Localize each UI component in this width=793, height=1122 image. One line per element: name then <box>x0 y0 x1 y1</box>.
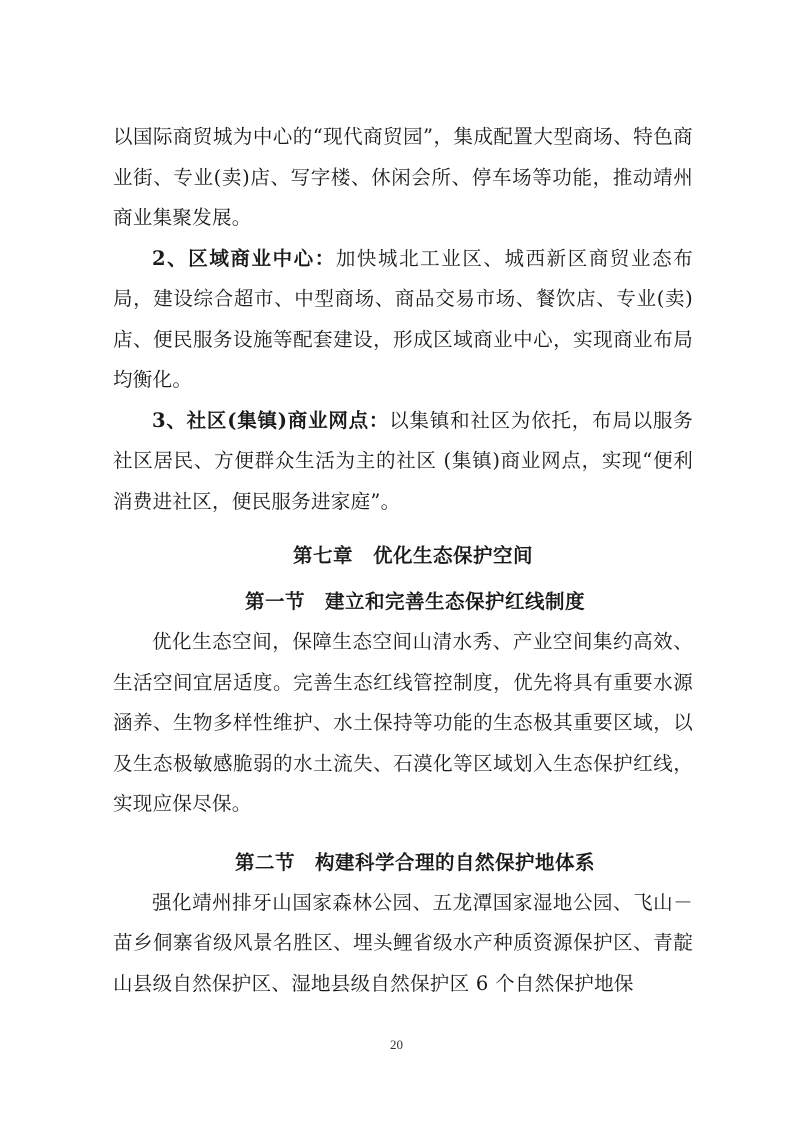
paragraph-heading: 2、区域商业中心： <box>152 246 336 270</box>
paragraph-regional-commerce-center <box>113 239 693 401</box>
section-title-red-line: 第一节 建立和完善生态保护红线制度 <box>244 590 585 613</box>
paragraph-protected-areas-body: 强化靖州排牙山国家森林公园、五龙潭国家湿地公园、飞山－苗乡侗寨省级风景名胜区、埋头鲤省级水产种质资源保护区、青靛山县级自然保护区、湿地县级自然保护区 6 个自然保护地保 <box>113 890 693 995</box>
paragraph-text: 加快城北工业区、城西新区商贸业态布局，建设综合超市、中型商场、商品交易市场、餐饮店、专业(卖)店、便民服务设施等配套建设，形成区域商业中心，实现商业布局均衡化。 <box>113 246 693 391</box>
paragraph-community-outlets <box>113 401 693 523</box>
page-number: 20 <box>390 1037 403 1052</box>
section-title-protected-areas: 第二节 构建科学合理的自然保护地体系 <box>234 850 595 874</box>
chapter-title: 第七章 优化生态保护空间 <box>292 544 533 567</box>
page-content <box>113 117 693 1004</box>
paragraph-heading: 3、社区(集镇)商业网点： <box>152 408 390 432</box>
paragraph-commerce-park <box>113 117 693 239</box>
paragraph-red-line-body: 优化生态空间，保障生态空间山清水秀、产业空间集约高效、生活空间宜居适度。完善生态红线管控制度，优先将具有重要水源涵养、生物多样性维护、水土保持等功能的生态极其重要区域，以及生态极敏感脆弱的水土流失、石漠化等区域划入生态保护红线，实现应保尽保。 <box>113 630 693 815</box>
paragraph-text: 以集镇和社区为依托，布局以服务社区居民、方便群众生活为主的社区 (集镇)商业网点，实现“便利消费进社区，便民服务进家庭”。 <box>113 408 693 513</box>
paragraph-text: 以国际商贸城为中心的“现代商贸园”，集成配置大型商场、特色商业街、专业(卖)店、写字楼、休闲会所、停车场等功能，推动靖州商业集聚发展。 <box>113 125 693 229</box>
